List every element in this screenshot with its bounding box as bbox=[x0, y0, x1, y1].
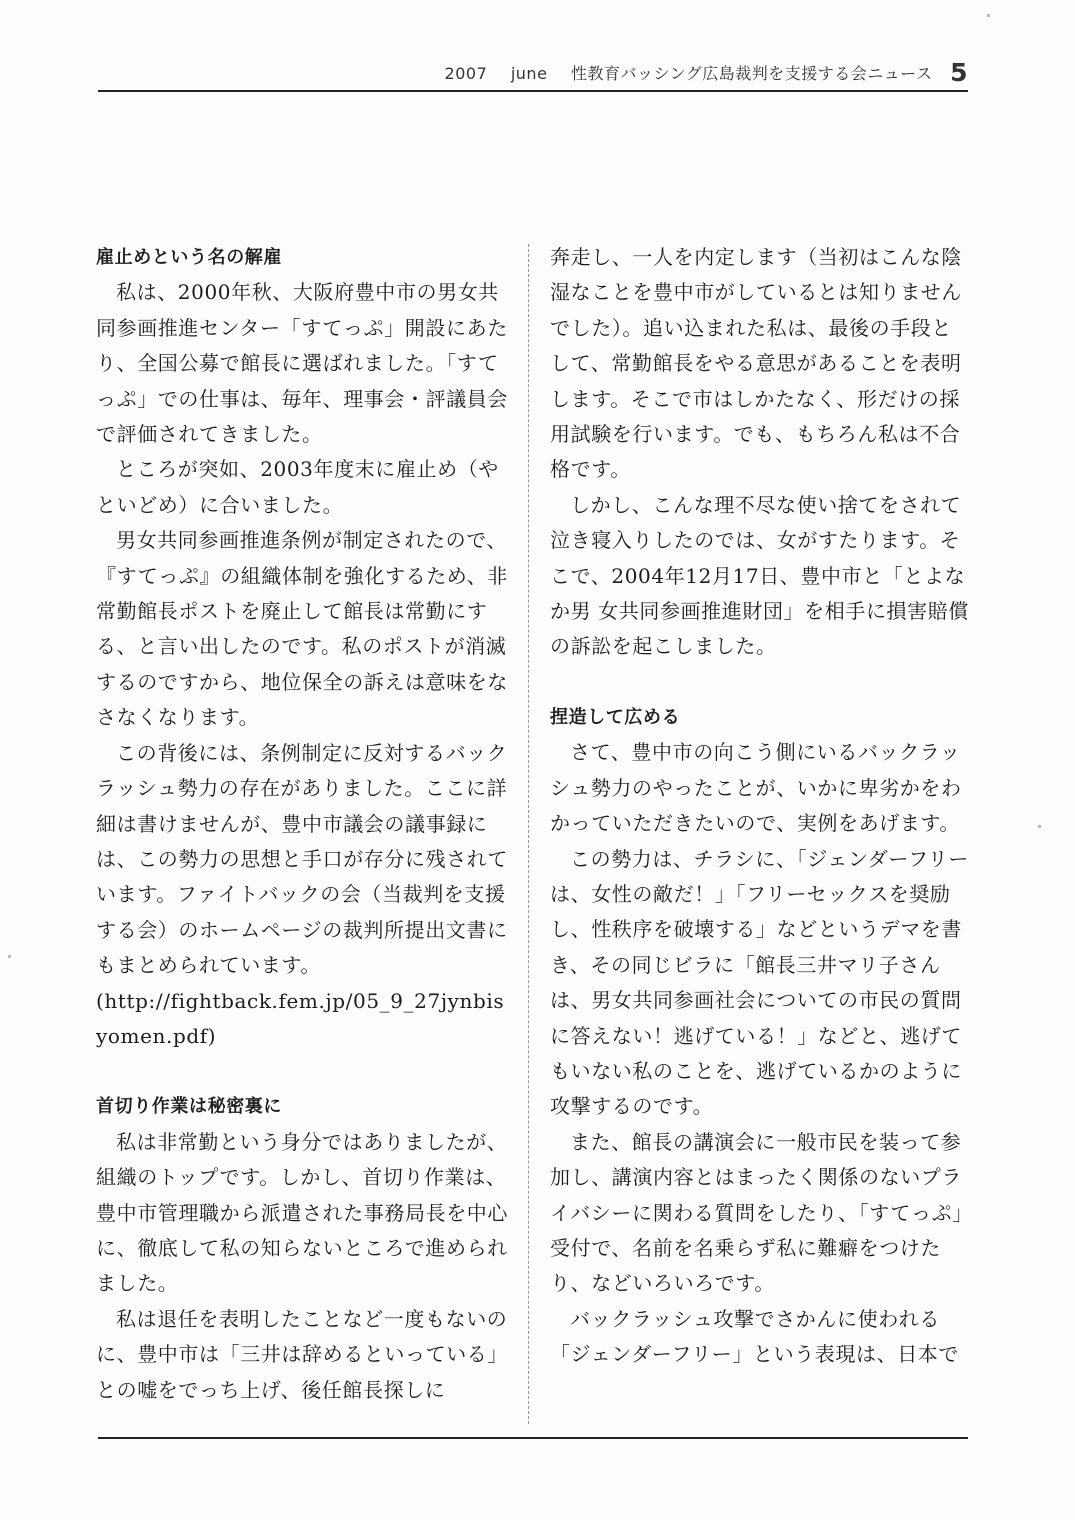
paragraph: 奔走し、一人を内定します（当初はこんな陰湿なことを豊中市がしているとは知りませんでした）。追い込まれた私は、最後の手段として、常勤館長をやる意思があることを表明します。そこで市はしかたなく、形だけの採用試験を行います。でも、もちろん私は不合格です。 bbox=[550, 245, 962, 482]
header-rule bbox=[98, 90, 968, 92]
paragraph: この背後には、条例制定に反対するバックラッシュ勢力の存在がありました。ここに詳細は書けませんが、豊中市議会の議事録には、この勢力の思想と手口が存分に残されています。ファイトバックの会（当裁判を支援する会）のホームページの裁判所提出文書にもまとめられています。 bbox=[96, 740, 508, 978]
spacer bbox=[550, 665, 970, 700]
paragraph: しかし、こんな理不尽な使い捨てをされて泣き寝入りしたのでは、女がすたります。そこで、2004年12月17日、豊中市と「とよなか男 女共同参画推進財団」を相手に損害賠償の訴訟を起こしました。 bbox=[550, 492, 969, 659]
header-month: june bbox=[510, 64, 548, 83]
paragraph: 私は、2000年秋、大阪府豊中市の男女共同参画推進センター「すてっぷ」開設にあたり、全国公募で館長に選ばれました。「すてっぷ」での仕事は、毎年、理事会・評議員会で評価されてきました。 bbox=[96, 280, 508, 447]
scan-speck bbox=[8, 955, 11, 958]
paragraph: 男女共同参画推進条例が制定されたので、『すてっぷ』の組織体制を強化するため、非常勤館長ポストを廃止して館長は常勤にする、と言い出したのです。私のポストが消滅するのですから、地位保全の訴えは意味をなさなくなります。 bbox=[96, 528, 508, 730]
spacer bbox=[96, 1054, 512, 1089]
paragraph: この勢力は、チラシに、「ジェンダーフリーは、女性の敵だ！」「フリーセックスを奨励し、性秩序を破壊する」などというデマを書き、その同じビラに「館長三井マリ子さんは、男女共同参画社会についての市民の質問に答えない！逃げている！」などと、逃げてもいない私のことを、逃げているかのように攻撃するのです。 bbox=[550, 846, 969, 1119]
paragraph: 私は非常勤という身分ではありましたが、組織のトップです。しかし、首切り作業は、豊中市管理職から派遣された事務局長を中心に、徹底して私の知らないところで進められました。 bbox=[96, 1129, 508, 1296]
scan-speck bbox=[987, 14, 990, 17]
page-number: 5 bbox=[950, 58, 968, 87]
scan-speck bbox=[1038, 825, 1041, 828]
footer-rule bbox=[98, 1437, 968, 1439]
section-heading-secret: 首切り作業は秘密裏に bbox=[96, 1096, 282, 1118]
left-column bbox=[96, 240, 512, 1408]
paragraph: ところが突如、2003年度末に雇止め（やといどめ）に合いました。 bbox=[96, 457, 499, 517]
column-divider bbox=[528, 244, 529, 1424]
section-heading-fabrication: 捏造して広める bbox=[550, 706, 681, 728]
paragraph: また、館長の講演会に一般市民を装って参加し、講演内容とはまったく関係のないプライバシーに関わる質問をしたり、「すてっぷ」受付で、名前を名乗らず私に難癖をつけたり、などいろいろです。 bbox=[550, 1129, 963, 1296]
paragraph: バックラッシュ攻撃でさかんに使われる「ジェンダーフリー」という表現は、日本で bbox=[550, 1306, 959, 1367]
header-year: 2007 bbox=[444, 64, 488, 83]
paragraph: 私は退任を表明したことなど一度もないのに、豊中市は「三井は辞めるといっている」との嘘をでっち上げ、後任館長探しに bbox=[96, 1306, 508, 1402]
header-title: 性教育バッシング広島裁判を支援する会ニュース bbox=[571, 64, 933, 83]
url-reference: (http://fightback.fem.jp/05_9_27jynbisyomen.pdf) bbox=[96, 988, 505, 1048]
paragraph: さて、豊中市の向こう側にいるバックラッシュ勢力のやったことが、いかに卑劣かをわかっていただきたいので、実例をあげます。 bbox=[550, 740, 962, 836]
section-heading-dismissal: 雇止めという名の解雇 bbox=[96, 247, 282, 268]
header-text bbox=[427, 56, 968, 85]
right-column bbox=[550, 240, 970, 1373]
page-header bbox=[98, 52, 968, 92]
